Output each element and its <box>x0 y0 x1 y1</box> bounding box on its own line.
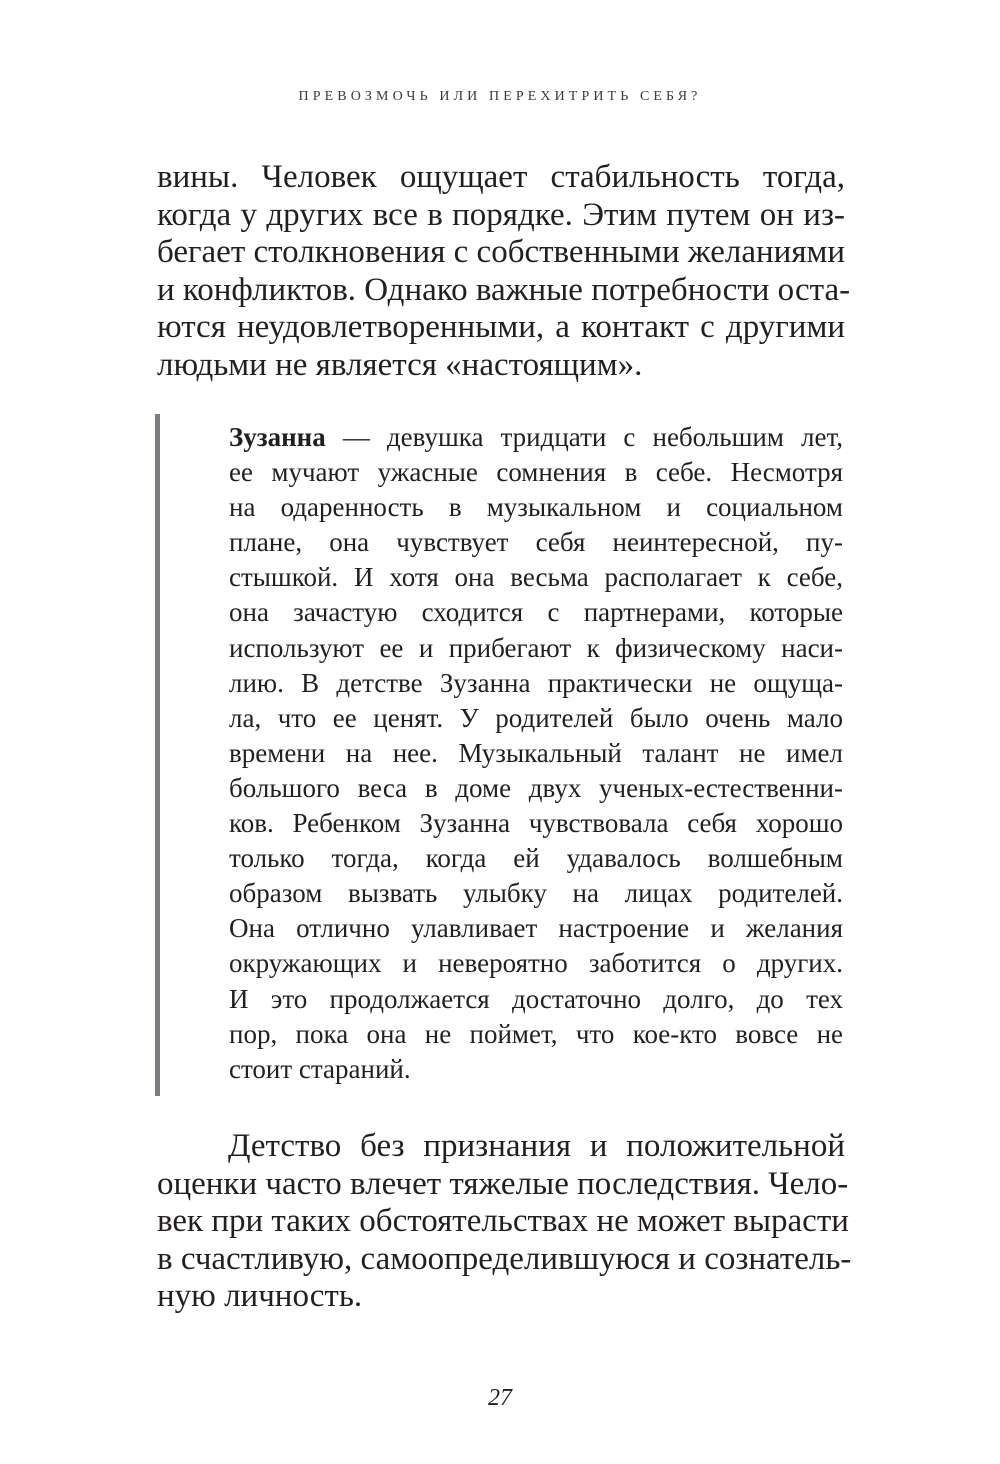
text-line: стоит стараний. <box>229 1053 411 1084</box>
text-line: оценки часто влечет тяжелые последствия. Чело- <box>157 1165 849 1202</box>
case-study-rule <box>155 414 160 1096</box>
body-paragraph-1 <box>157 159 851 384</box>
text-line: И это продолжается достаточно долго, до тех <box>229 983 843 1014</box>
text-line: большого веса в доме двух ученых-естественни- <box>229 772 843 803</box>
text-line: пор, пока она не поймет, что кое-кто вовсе не <box>229 1018 843 1049</box>
case-study-name: Зузанна <box>229 422 326 452</box>
text-line: образом вызвать улыбку на лицах родителей. <box>229 878 843 909</box>
page-number: 27 <box>488 1385 512 1411</box>
text-line: бегает столкновения с собственными желаниями <box>157 234 846 270</box>
text-line: ются неудовлетворенными, а контакт с другими <box>157 309 845 345</box>
text-line: используют ее и прибегают к физическому наси- <box>229 632 843 663</box>
case-study-intro: — девушка тридцати с небольшим лет, <box>325 422 843 452</box>
text-line: ее мучают ужасные сомнения в себе. Несмотря <box>229 457 843 488</box>
text-line: только тогда, когда ей удавалось волшебным <box>229 843 843 874</box>
text-line: вины. Человек ощущает стабильность тогда, <box>157 159 845 195</box>
text-line: она зачастую сходится с партнерами, которые <box>229 597 843 628</box>
text-line: людьми не является «настоящим». <box>157 346 643 383</box>
case-study-block <box>229 420 843 1087</box>
text-line: век при таких обстоятельствах не может вырасти <box>157 1203 849 1239</box>
text-line: окружающих и невероятно заботится о других. <box>229 948 843 979</box>
text-line <box>229 420 843 455</box>
text-line: на одаренность в музыкальном и социальном <box>229 492 843 523</box>
body-paragraph-2 <box>157 1128 852 1316</box>
text-line: Она отлично улавливает настроение и желания <box>229 913 843 944</box>
text-line: ную личность. <box>157 1278 363 1314</box>
text-line: лию. В детстве Зузанна практически не ощуща- <box>229 667 843 698</box>
text-line: стышкой. И хотя она весьма располагает к себе, <box>229 562 843 593</box>
text-line: когда у других все в порядке. Этим путем он из- <box>157 196 845 233</box>
text-line: ла, что ее ценят. У родителей было очень мало <box>229 702 843 733</box>
text-line: ков. Ребенком Зузанна чувствовала себя хорошо <box>229 808 843 839</box>
text-line: времени на нее. Музыкальный талант не имел <box>229 737 843 768</box>
text-line: Детство без признания и положительной <box>228 1128 845 1164</box>
running-header: ПРЕВОЗМОЧЬ ИЛИ ПЕРЕХИТРИТЬ СЕБЯ? <box>298 89 702 104</box>
text-line: и конфликтов. Однако важные потребности оста- <box>157 271 851 308</box>
text-line: в счастливую, самоопределившуюся и сознатель- <box>157 1240 852 1277</box>
text-line: плане, она чувствует себя неинтересной, пу- <box>229 527 843 558</box>
